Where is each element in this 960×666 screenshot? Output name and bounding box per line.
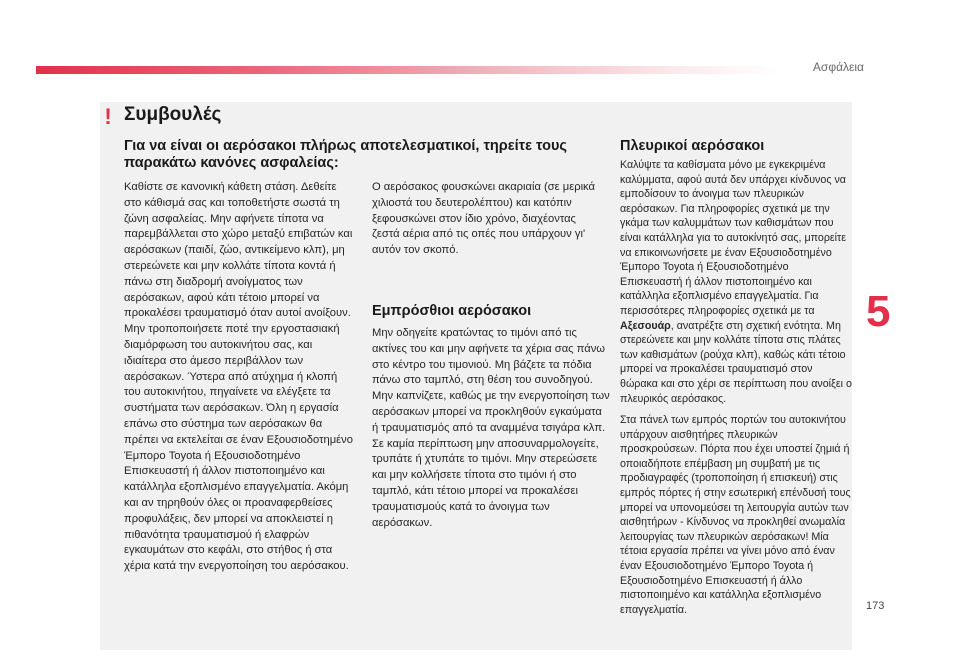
- warning-icon: !: [104, 104, 112, 129]
- safety-rules-text: Καθίστε σε κανονική κάθετη στάση. Δεθείτε στο κάθισμά σας και τοποθετήστε σωστά τη ζώνη ασφαλείας. Μην αφήνετε τίποτα να παρεμβάλλεται στο χώρο μεταξύ επιβατών και αερόσακων (παιδί, ζώο, αντικείμενο κλπ), μη στερεώνετε και μην κολλάτε τίποτα κοντά ή πάνω στη διαδρομή ανοίγματος των αερόσακων, αφού κάτι τέτοιο μπορεί να προκαλέσει τραυματισμό όταν αυτοί ανοίξουν. Μην τροποποιήσετε ποτέ την εργοστασιακή διαμόρφωση του αυτοκινήτου σας, και ιδιαίτερα στο άμεσο περιβάλλον των αερόσακων. Ύστερα από ατύχημα ή κλοπή του αυτοκινήτου, πηγαίνετε να ελέγξετε τα συστήματα των αερόσακων. Όλη η εργασία επάνω στο σύστημα των αερόσακων θα πρέπει να εκτελείται σε έναν Εξουσιοδοτημένο Έμπορο Toyota ή Εξουσιοδοτημένο Επισκευαστή ή άλλον πιστοποιημένο και κατάλληλα εξοπλισμένο επαγγελματία. Ακόμη και αν τηρηθούν όλες οι προαναφερθείσες προφυλάξεις, δεν μπορεί να αποκλειστεί η πιθανότητα τραυματισμού ή ελαφρών εγκαυμάτων στο κεφάλι, στο στήθος ή στα χέρια κατά την ενεργοποίηση του αερόσακου.: [124, 181, 353, 573]
- side-airbags-paragraph-2: Στα πάνελ των εμπρός πορτών του αυτοκινήτου υπάρχουν αισθητήρες πλευρικών προσκρούσεων. Πόρτα που έχει υποστεί ζημιά ή οποιαδήποτε επέμβαση μη συμβατή με τις προδιαγραφές (τροποποίηση ή επισκευή) στις εμπρός πόρτες ή στην εσωτερική επένδυσή τους μπορεί να υπονομεύσει τη λειτουργία αυτών των αισθητήρων - Κίνδυνος να προκληθεί ανωμαλία λειτουργίας των πλευρικών αερόσακων! Μία τέτοια εργασία πρέπει να γίνει μόνο από έναν έναν Εξουσιοδοτημένο Έμπορο Toyota ή Εξουσιοδοτημένο Επισκευαστή ή άλλο πιστοποιημένο και κατάλληλα εξοπλισμένο επαγγελματία.: [620, 414, 851, 616]
- front-airbags-column: [372, 326, 610, 538]
- inflation-text: Ο αερόσακος φουσκώνει ακαριαία (σε μερικά χιλιοστά του δευτερολέπτου) και κατόπιν ξεφουσκώνει στον ίδιο χρόνο, διαχέοντας ζεστά αέρια από τις οπές που υπάρχουν γι' αυτόν τον σκοπό.: [372, 181, 595, 257]
- front-airbags-title: Εμπρόσθιοι αερόσακοι: [372, 303, 532, 319]
- inflation-column: [372, 180, 606, 266]
- section-title: Ασφάλεια: [812, 60, 864, 74]
- safety-rules-column: [124, 180, 356, 582]
- front-airbags-text: Μην οδηγείτε κρατώντας το τιμόνι από τις ακτίνες του και μην αφήνετε τα χέρια σας πάνω στο κέντρο του τιμονιού. Μη βάζετε τα πόδια πάνω στο ταμπλό, στη θέση του συνοδηγού. Μην καπνίζετε, καθώς με την ενεργοποίηση των αερόσακων μπορεί να προκληθούν εγκαύματα ή τραυματισμός από τα αναμμένα τσιγάρα κλπ. Σε καμία περίπτωση μην αποσυναρμολογείτε, τρυπάτε ή χτυπάτε το τιμόνι. Μην στερεώσετε και μην κολλήσετε τίποτα στο τιμόνι ή στο ταμπλό, κάτι τέτοιο μπορεί να προκαλέσει τραυματισμούς κατά το άνοιγμα των αερόσακων.: [372, 327, 610, 529]
- header-accent-bar: [36, 66, 784, 74]
- side-airbags-title: Πλευρικοί αερόσακοι: [620, 138, 765, 154]
- accessories-reference: Αξεσουάρ: [620, 319, 671, 332]
- panel-intro: Για να είναι οι αερόσακοι πλήρως αποτελεσματικοί, τηρείτε τους παρακάτω κανόνες ασφαλείας:: [124, 138, 567, 171]
- side-airbags-text-a: Καλύψτε τα καθίσματα μόνο με εγκεκριμένα καλύμματα, αφού αυτά δεν υπάρχει κίνδυνος να εμποδίσουν το άνοιγμα των πλευρικών αερόσακων. Για πληροφορίες σχετικά με την γκάμα των καλυμμάτων των καθισμάτων που είναι κατάλληλα για το αυτοκίνητό σας, μπορείτε να επικοινωνήσετε με έναν Εξουσιοδοτημένο Έμπορο Toyota ή Εξουσιοδοτημένο Επισκευαστή ή άλλον πιστοποιημένο και κατάλληλα εξοπλισμένο επαγγελματία. Για περισσότερες πληροφορίες σχετικά με τα: [620, 159, 847, 317]
- side-airbags-text-b: , ανατρέξτε στη σχετική ενότητα. Μη στερεώνετε και μην κολλάτε τίποτα στις πλάτες των καθισμάτων (ρούχα κλπ), καθώς κάτι τέτοιο μπορεί να προκαλέσει τραυματισμό στον θώρακα και στο χέρι σε περίπτωση που ανοίξει ο πλευρικός αερόσακος.: [620, 319, 852, 405]
- panel-title: Συμβουλές: [124, 104, 222, 125]
- side-airbags-column: [620, 158, 852, 624]
- chapter-number: 5: [866, 287, 891, 336]
- page-number: 173: [866, 600, 885, 612]
- side-airbags-paragraph-1: [620, 158, 852, 406]
